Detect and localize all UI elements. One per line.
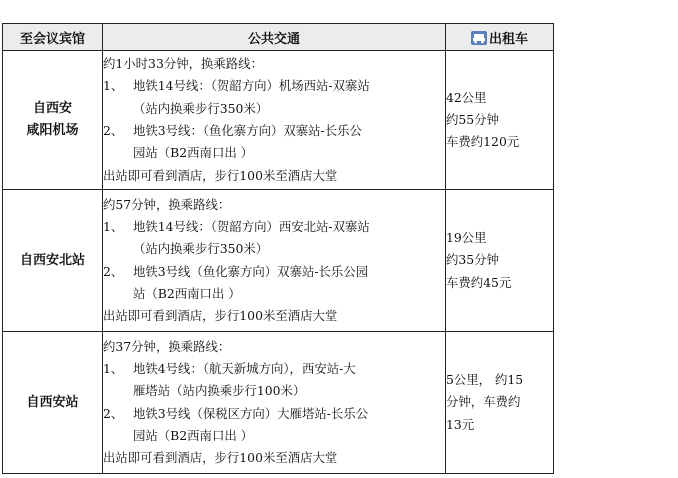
step-continuation: 园站（B2西南口出 ） xyxy=(133,427,254,443)
step-continuation: 站（B2西南口出 ） xyxy=(133,285,241,301)
step-text: 地铁14号线：（贺韶方向）西安北站-双寨站 xyxy=(133,218,370,234)
exit-note: 出站即可看到酒店，步行100米至酒店大堂 xyxy=(103,450,338,466)
origin-label: 自西安 xyxy=(32,101,72,116)
step-number: 1、 xyxy=(103,218,124,234)
step-continuation: （站内换乘步行350米） xyxy=(133,100,269,116)
origin-label: 自西安北站 xyxy=(19,252,85,268)
taxi-duration: 分钟，车费约 xyxy=(446,394,521,410)
step-text: 地铁14号线：（贺韶方向）机场西站-双寨站 xyxy=(133,78,370,94)
taxi-info-cell xyxy=(446,51,554,190)
step-number: 2、 xyxy=(103,405,124,421)
step-text: 地铁4号线：（航天新城方向），西安站-大 xyxy=(133,360,356,376)
taxi-fare: 13元 xyxy=(446,416,475,432)
route-step xyxy=(103,358,445,380)
origin-cell xyxy=(3,332,103,474)
transit-route-cell xyxy=(103,51,446,190)
header-taxi-label: 出租车 xyxy=(488,31,528,47)
transit-table xyxy=(2,23,554,474)
route-step xyxy=(103,216,445,238)
table-row xyxy=(3,190,554,332)
step-continuation: 雁塔站（站内换乘步行100米） xyxy=(133,383,306,399)
step-text: 地铁3号线（鱼化寨方向）双寨站-长乐公园 xyxy=(133,263,369,279)
origin-label: 自西安站 xyxy=(26,394,79,410)
step-text: 地铁3号线（保税区方向）大雁塔站-长乐公 xyxy=(133,405,369,421)
step-number: 2、 xyxy=(103,123,124,138)
table-header-row xyxy=(3,24,554,51)
table-row xyxy=(3,332,554,474)
step-text: 地铁3号线：（鱼化寨方向）双寨站-长乐公 xyxy=(133,123,362,138)
exit-note: 出站即可看到酒店，步行100米至酒店大堂 xyxy=(103,167,338,183)
route-step xyxy=(103,403,445,425)
table-row xyxy=(3,51,554,190)
step-number: 2、 xyxy=(103,263,124,279)
transit-route-cell xyxy=(103,332,446,474)
route-step xyxy=(103,75,445,97)
taxi-fare: 车费约45元 xyxy=(446,274,512,290)
taxi-info-cell xyxy=(446,332,554,474)
origin-label: 咸阳机场 xyxy=(26,123,79,138)
route-step xyxy=(103,261,445,283)
car-icon xyxy=(471,31,487,45)
route-summary: 约57分钟，换乘路线： xyxy=(103,196,231,212)
taxi-fare: 车费约120元 xyxy=(446,134,520,150)
origin-cell xyxy=(3,51,103,190)
taxi-duration: 约35分钟 xyxy=(446,252,499,268)
route-step xyxy=(103,120,445,142)
taxi-distance: 19公里 xyxy=(446,230,487,246)
step-continuation: （站内换乘步行350米） xyxy=(133,241,269,257)
step-number: 1、 xyxy=(103,78,124,94)
taxi-distance: 5公里， 约15 xyxy=(446,372,524,388)
taxi-info-cell xyxy=(446,190,554,332)
step-continuation: 园站（B2西南口出 ） xyxy=(133,145,254,161)
exit-note: 出站即可看到酒店，步行100米至酒店大堂 xyxy=(103,308,338,324)
route-summary: 约1小时33分钟，换乘路线： xyxy=(103,56,263,72)
taxi-distance: 42公里 xyxy=(446,89,487,105)
header-taxi xyxy=(446,24,554,51)
header-destination: 至会议宾馆 xyxy=(3,24,103,51)
transit-route-cell xyxy=(103,190,446,332)
step-number: 1、 xyxy=(103,360,124,376)
route-summary: 约37分钟，换乘路线： xyxy=(103,338,231,354)
header-public-transit: 公共交通 xyxy=(103,24,446,51)
taxi-duration: 约55分钟 xyxy=(446,111,499,127)
origin-cell xyxy=(3,190,103,332)
